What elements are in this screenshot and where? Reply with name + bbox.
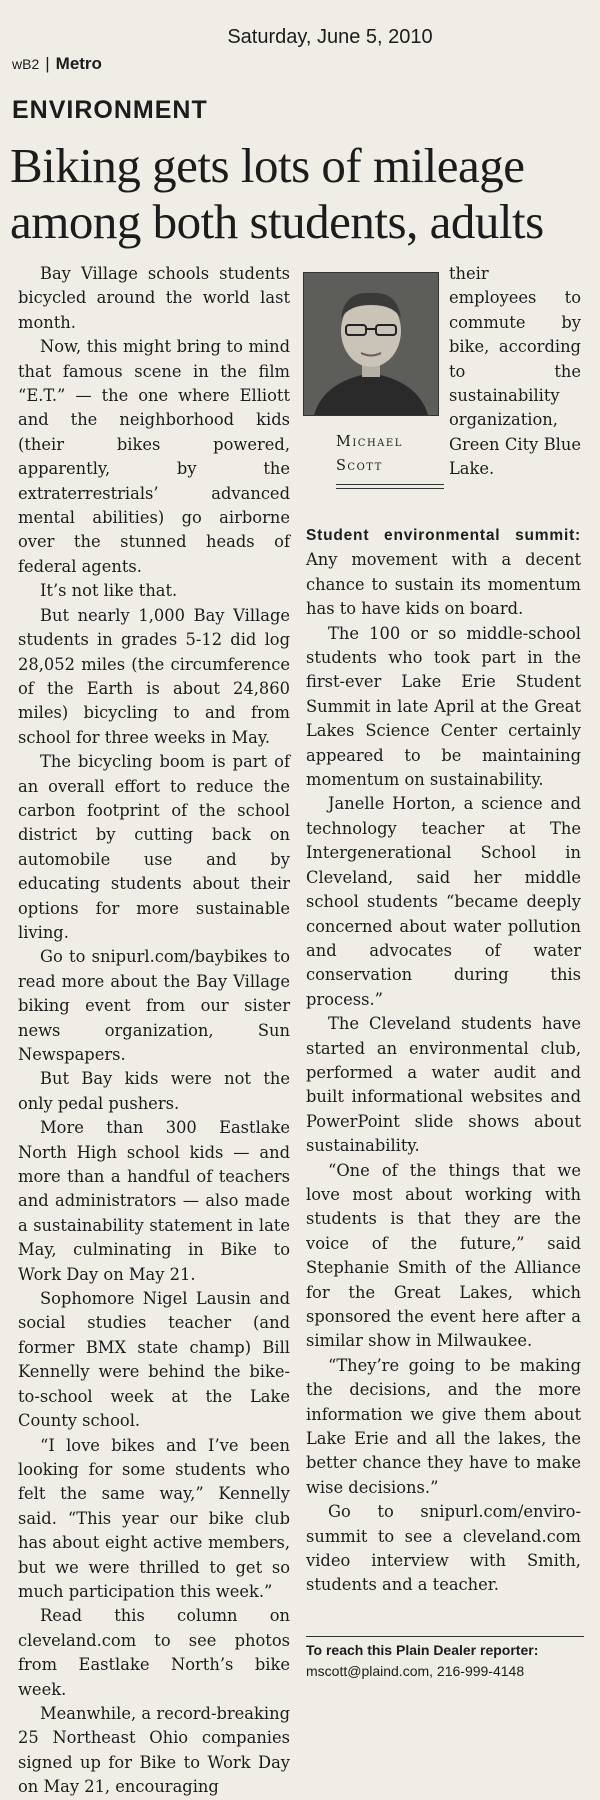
publication-date: Saturday, June 5, 2010 — [227, 26, 433, 48]
article-column-2 — [306, 523, 581, 1598]
paragraph: “One of the things that we love most about working with students is that they are the voice of the future,” said Stephanie Smith of the Alliance for the Great Lakes, which sponsored the event here after a similar show in Milwaukee. — [306, 1160, 581, 1351]
headline-line: Biking gets lots of mileage — [10, 138, 525, 193]
byline-rule — [336, 484, 444, 489]
subhead: Student environmental summit: — [306, 527, 581, 544]
section-header — [12, 54, 102, 74]
paragraph: But Bay kids were not the only pedal pushers. — [18, 1069, 290, 1113]
paragraph: Go to snipurl.com/baybikes to read more about the Bay Village biking event from our sister news organization, Sun Newspapers. — [18, 947, 290, 1064]
paragraph: The 100 or so middle-school students who took part in the first-ever Lake Erie Student Summit in late April at the Great Lakes Science Center certainly appeared to be maintaining momentum on sustainability. — [306, 623, 581, 790]
paragraph: Bay Village schools students bicycled around the world last month. — [18, 264, 290, 332]
kicker: ENVIRONMENT — [12, 96, 208, 124]
paragraph: The bicycling boom is part of an overall effort to reduce the carbon footprint of the school district by cutting back on automobile use and by educating students about their options for more sustainable living. — [18, 752, 290, 942]
contact-label: To reach this Plain Dealer reporter: — [306, 1642, 539, 1658]
paragraph: Go to snipurl.com/enviro-summit to see a cleveland.com video interview with Smith, students and a teacher. — [306, 1502, 581, 1595]
byline-last: Scott — [336, 458, 383, 474]
paragraph: The Cleveland students have started an environmental club, performed a water audit and built informational websites and PowerPoint slide shows about sustainability. — [306, 1014, 581, 1156]
paragraph: It’s not like that. — [40, 581, 178, 601]
headline — [10, 138, 595, 250]
reporter-contact — [306, 1636, 584, 1682]
paragraph: “They’re going to be making the decisions, and the more information we give them about Lake Erie and all the lakes, the better chance they have to make wise decisions.” — [306, 1355, 581, 1497]
author-photo — [303, 272, 439, 416]
subhead-paragraph — [306, 523, 581, 622]
paragraph: Now, this might bring to mind that famous scene in the film “E.T.” — the one where Elliott and the neighborhood kids (their bikes powered, apparently, by the extraterrestrials’ advanced mental abilities) go airborne over the stunned heads of federal agents. — [18, 337, 290, 576]
byline — [336, 430, 403, 478]
byline-first: Michael — [336, 434, 403, 450]
headline-line: among both students, adults — [10, 194, 544, 249]
article-column-3-top — [449, 262, 581, 482]
section-name: Metro — [55, 54, 102, 73]
paragraph: Janelle Horton, a science and technology teacher at The Intergenerational School in Cleveland, said her middle school students “became deeply concerned about water pollution and advocates of water conservation during this process.” — [306, 794, 581, 1009]
paragraph: Read this column on cleveland.com to see photos from Eastlake North’s bike week. — [18, 1606, 290, 1699]
paragraph: Sophomore Nigel Lausin and social studies teacher (and former BMX state champ) Bill Kennelly were behind the bike-to-school week at the Lake County school. — [18, 1289, 290, 1431]
paragraph: their employees to commute by bike, according to the sustainability organization, Green City Blue Lake. — [449, 264, 581, 479]
article-column-1 — [18, 262, 290, 1800]
subhead-text: Any movement with a decent chance to sustain its momentum has to have kids on board. — [306, 550, 581, 619]
paragraph: “I love bikes and I’ve been looking for some students who felt the same way,” Kennelly said. “This year our bike club has about eight active members, but we were thrilled to get so much participation this week.” — [18, 1435, 290, 1601]
paragraph: Meanwhile, a record-breaking 25 Northeast Ohio companies signed up for Bike to Work Day on May 21, encouraging — [18, 1703, 290, 1797]
paragraph: More than 300 Eastlake North High school kids — and more than a handful of teachers and administrators — also made a sustainability statement in late May, culminating in Bike to Work Day on May 21. — [18, 1118, 290, 1284]
paragraph: But nearly 1,000 Bay Village students in grades 5-12 did log 28,052 miles (the circumference of the Earth is about 24,860 miles) bicycling to and from school for three weeks in May. — [18, 605, 290, 747]
contact-details: mscott@plaind.com, 216-999-4148 — [306, 1663, 525, 1679]
section-separator: | — [45, 54, 50, 73]
page-number: wB2 — [12, 56, 40, 72]
